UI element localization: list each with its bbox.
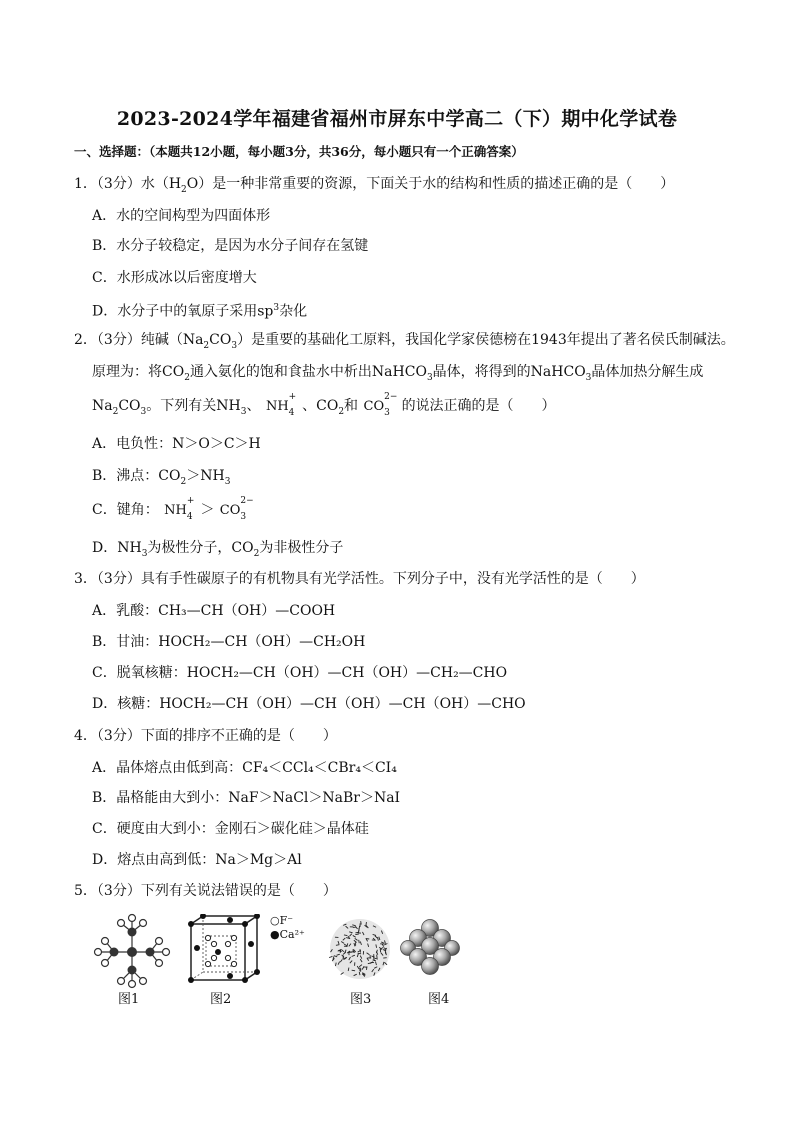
question-4-stem: 4．（3分）下面的排序不正确的是（ ） <box>74 728 337 744</box>
section-heading: 一、选择题：（本题共12小题，每小题3分，共36分，每小题只有一个正确答案） <box>74 144 524 159</box>
figure-4-close-packing <box>400 918 460 976</box>
figure-2-label: 图2 <box>210 992 232 1007</box>
question-3-stem: 3．（3分）具有手性碳原子的有机物具有光学活性。下列分子中，没有光学活性的是（ ） <box>74 571 645 587</box>
q3-option-c: C．脱氧核糖：HOCH₂—CH（OH）—CH（OH）—CH₂—CHO <box>92 665 508 681</box>
carbonate-ion-formula: CO 2− 3 <box>363 392 398 418</box>
q2-option-c: C．键角： NH + 4 ＞ CO 2− 3 <box>92 496 254 522</box>
fluoride-marker-icon: ○ <box>270 914 280 927</box>
q4-option-c: C．硬度由大到小：金刚石＞碳化硅＞晶体硅 <box>92 821 369 837</box>
ammonium-ion-formula: NH + 4 <box>265 392 297 418</box>
question-2-line-2: 原理为：将$CO_2$通入氨化的饱和食盐水中析出NaHCO$_3$晶体，将得到的NaHCO$_3$晶体加热分解生成 <box>92 364 704 383</box>
figure-4-label: 图4 <box>428 992 450 1007</box>
figure-1-label: 图1 <box>118 992 140 1007</box>
figure-3-amorphous <box>324 912 396 986</box>
q1-option-c: C．水形成冰以后密度增大 <box>92 270 257 286</box>
q4-option-b: B．晶格能由大到小：NaF＞NaCl＞NaBr＞NaI <box>92 790 401 806</box>
q2-option-a: A．电负性：N＞O＞C＞H <box>92 436 261 452</box>
ammonium-ion-formula: NH + 4 <box>164 496 195 522</box>
figure-2-legend: ○F⁻ ●Ca²⁺ <box>270 914 305 941</box>
q1-option-a: A．水的空间构型为四面体形 <box>92 208 271 224</box>
exam-title: 2023-2024学年福建省福州市屏东中学高二（下）期中化学试卷 <box>116 108 678 130</box>
q4-option-a: A．晶体熔点由低到高：CF₄＜CCl₄＜CBr₄＜CI₄ <box>92 760 397 776</box>
q1-option-d: D．水分子中的氧原子采用$sp^3$杂化 <box>92 303 308 320</box>
figure-3-label: 图3 <box>350 992 372 1007</box>
q3-option-a: A．乳酸：CH₃—CH（OH）—COOH <box>92 603 336 619</box>
q1-option-b: B．水分子较稳定，是因为水分子间存在氢键 <box>92 238 369 254</box>
calcium-marker-icon: ● <box>270 928 280 941</box>
q4-option-d: D．熔点由高到低：Na＞Mg＞Al <box>92 852 302 868</box>
q3-option-d: D．核糖：HOCH₂—CH（OH）—CH（OH）—CH（OH）—CHO <box>92 696 526 712</box>
figure-2-unit-cell <box>188 914 260 984</box>
question-5-stem: 5．（3分）下列有关说法错误的是（ ） <box>74 883 337 899</box>
q2-option-b: B．沸点：$CO_2>NH_3$ <box>92 468 231 487</box>
q3-option-b: B．甘油：HOCH₂—CH（OH）—CH₂OH <box>92 634 366 650</box>
question-1-stem: 1．（3分）水$(H_2O)$是一种非常重要的资源，下面关于水的结构和性质的描述正确的是（ ） <box>74 176 675 195</box>
figure-1-molecule <box>92 912 172 990</box>
question-2-line-1: 2．（3分）纯碱$(Na_2CO_3)$是重要的基础化工原料，我国化学家侯德榜在1943年提出了著名侯氏制碱法。 <box>74 332 735 351</box>
carbonate-ion-formula: CO 2− 3 <box>219 496 254 522</box>
question-2-line-3: $Na_2CO_3$。下列有关$NH_3$、 NH + 4 、$CO_2$和 CO 2− 3 的说法正确的是（ ） <box>92 392 556 418</box>
q2-option-d: D．$NH_3$为极性分子，$CO_2$为非极性分子 <box>92 540 344 559</box>
question-5-figures <box>88 908 468 1008</box>
